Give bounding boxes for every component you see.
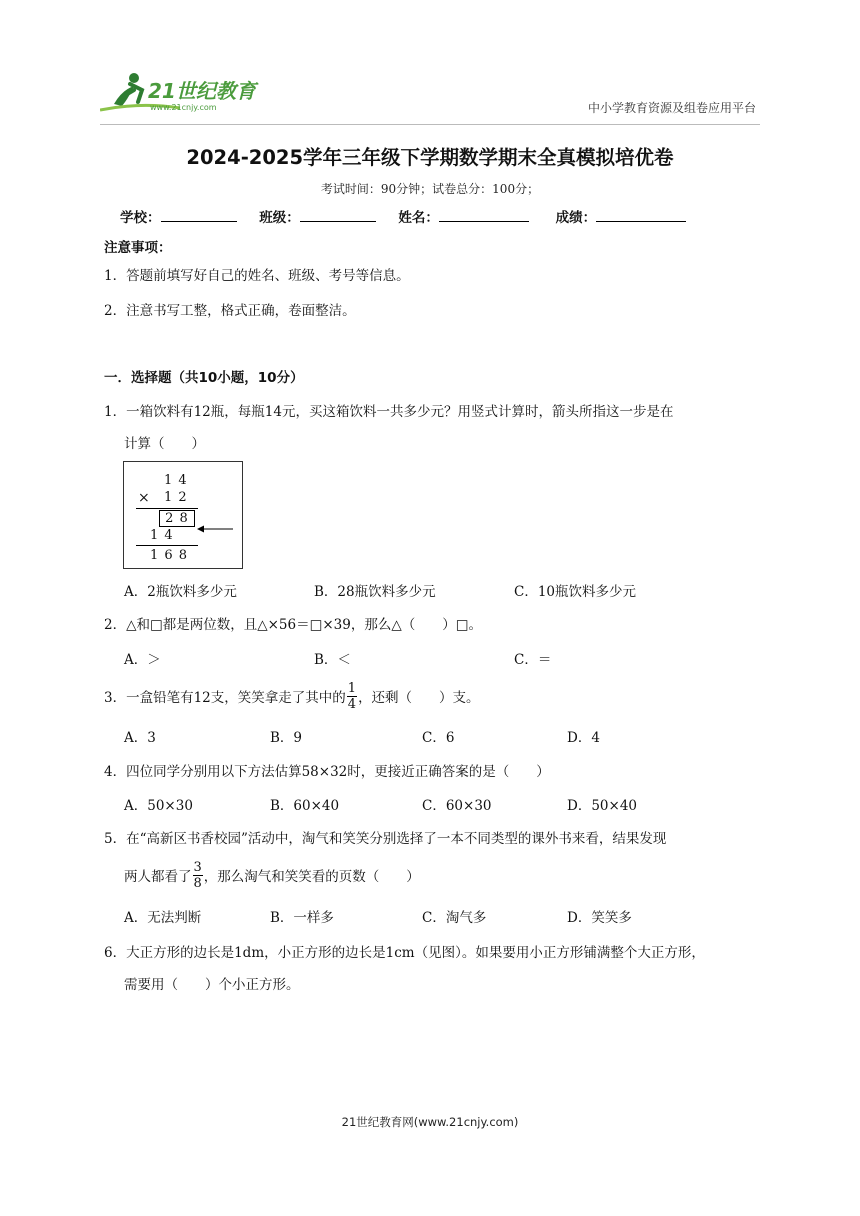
option-a[interactable]: A．无法判断 — [124, 910, 202, 926]
fraction — [347, 682, 357, 711]
name-field[interactable] — [439, 207, 529, 222]
student-info-row — [120, 206, 704, 226]
option-a[interactable]: A．2瓶饮料多少元 — [124, 584, 237, 600]
question-3-post: ，还剩（ ）支。 — [358, 690, 480, 706]
notice-item: 2．注意书写工整，格式正确，卷面整洁。 — [104, 303, 356, 319]
calc-partial-product-2: 1 4 — [150, 528, 174, 543]
fraction-denominator: 8 — [193, 875, 202, 891]
calc-partial-product-boxed: 2 8 — [159, 510, 195, 527]
class-label: 班级： — [259, 210, 300, 226]
question-6-text-cont: 需要用（ ）个小正方形。 — [124, 977, 300, 993]
calc-rule — [136, 545, 198, 546]
notice-title: 注意事项： — [104, 240, 172, 256]
question-1-text-cont: 计算（ ） — [124, 436, 205, 452]
option-b[interactable]: B．60×40 — [270, 798, 340, 814]
calc-multiply-sign: × — [138, 490, 150, 506]
class-field[interactable] — [300, 207, 376, 222]
site-logo — [100, 68, 270, 116]
option-d[interactable]: D．4 — [567, 730, 600, 746]
calc-multiplicand: 1 4 — [164, 473, 188, 488]
score-field[interactable] — [596, 207, 686, 222]
exam-subtitle: 考试时间：90分钟；试卷总分：100分； — [320, 182, 540, 196]
question-5-pre: 两人都看了 — [124, 869, 192, 885]
option-c[interactable]: C．10瓶饮料多少元 — [514, 584, 637, 600]
page-footer: 21世纪教育网(www.21cnjy.com) — [341, 1115, 519, 1129]
logo-url: www.21cnjy.com — [150, 103, 217, 112]
page-title: 2024-2025学年三年级下学期数学期末全真模拟培优卷 — [186, 146, 674, 169]
notice-item: 1．答题前填写好自己的姓名、班级、考号等信息。 — [104, 268, 410, 284]
question-6-text: 6．大正方形的边长是1dm，小正方形的边长是1cm（见图）。如果要用小正方形铺满整个大正方形， — [104, 945, 705, 961]
arrow-icon — [197, 518, 233, 537]
calc-multiplier: 1 2 — [164, 490, 188, 505]
question-1-text: 1．一箱饮料有12瓶，每瓶14元，买这箱饮料一共多少元？用竖式计算时，箭头所指这一步是在 — [104, 404, 674, 420]
option-d[interactable]: D．笑笑多 — [567, 910, 632, 926]
question-5-post: ，那么淘气和笑笑看的页数（ ） — [203, 869, 420, 885]
section-heading: 一．选择题（共10小题，10分） — [104, 370, 304, 386]
option-a[interactable]: A．50×30 — [124, 798, 193, 814]
option-b[interactable]: B．＜ — [314, 652, 351, 668]
calc-rule — [136, 508, 198, 509]
question-3-pre: 3．一盒铅笔有12支，笑笑拿走了其中的 — [104, 690, 346, 706]
option-b[interactable]: B．9 — [270, 730, 303, 746]
school-label: 学校： — [120, 210, 161, 226]
logo-wordmark: 21世纪教育 — [148, 79, 256, 103]
option-c[interactable]: C．淘气多 — [422, 910, 487, 926]
option-b[interactable]: B．一样多 — [270, 910, 334, 926]
option-c[interactable]: C．60×30 — [422, 798, 492, 814]
option-a[interactable]: A．3 — [124, 730, 156, 746]
name-label: 姓名： — [398, 210, 439, 226]
calc-result: 1 6 8 — [150, 548, 189, 563]
school-field[interactable] — [161, 207, 237, 222]
option-c[interactable]: C．6 — [422, 730, 455, 746]
fraction-numerator: 1 — [347, 680, 357, 696]
vertical-calculation-figure — [123, 461, 243, 569]
option-c[interactable]: C．＝ — [514, 652, 552, 668]
fraction-denominator: 4 — [347, 696, 357, 712]
question-4-text: 4．四位同学分别用以下方法估算58×32时，更接近正确答案的是（ ） — [104, 764, 550, 780]
fraction — [193, 861, 203, 890]
header-divider — [100, 124, 760, 125]
question-3-text — [104, 677, 480, 715]
option-d[interactable]: D．50×40 — [567, 798, 637, 814]
option-b[interactable]: B．28瓶饮料多少元 — [314, 584, 436, 600]
question-2-text: 2．△和□都是两位数，且△×56＝□×39，那么△（ ）□。 — [104, 617, 482, 633]
option-a[interactable]: A．＞ — [124, 652, 161, 668]
platform-label: 中小学教育资源及组卷应用平台 — [587, 101, 756, 115]
question-5-text-cont — [124, 855, 420, 895]
question-5-text: 5．在“高新区书香校园”活动中，淘气和笑笑分别选择了一本不同类型的课外书来看，结果发现 — [104, 831, 667, 847]
score-label: 成绩： — [555, 210, 597, 226]
fraction-numerator: 3 — [193, 859, 202, 875]
